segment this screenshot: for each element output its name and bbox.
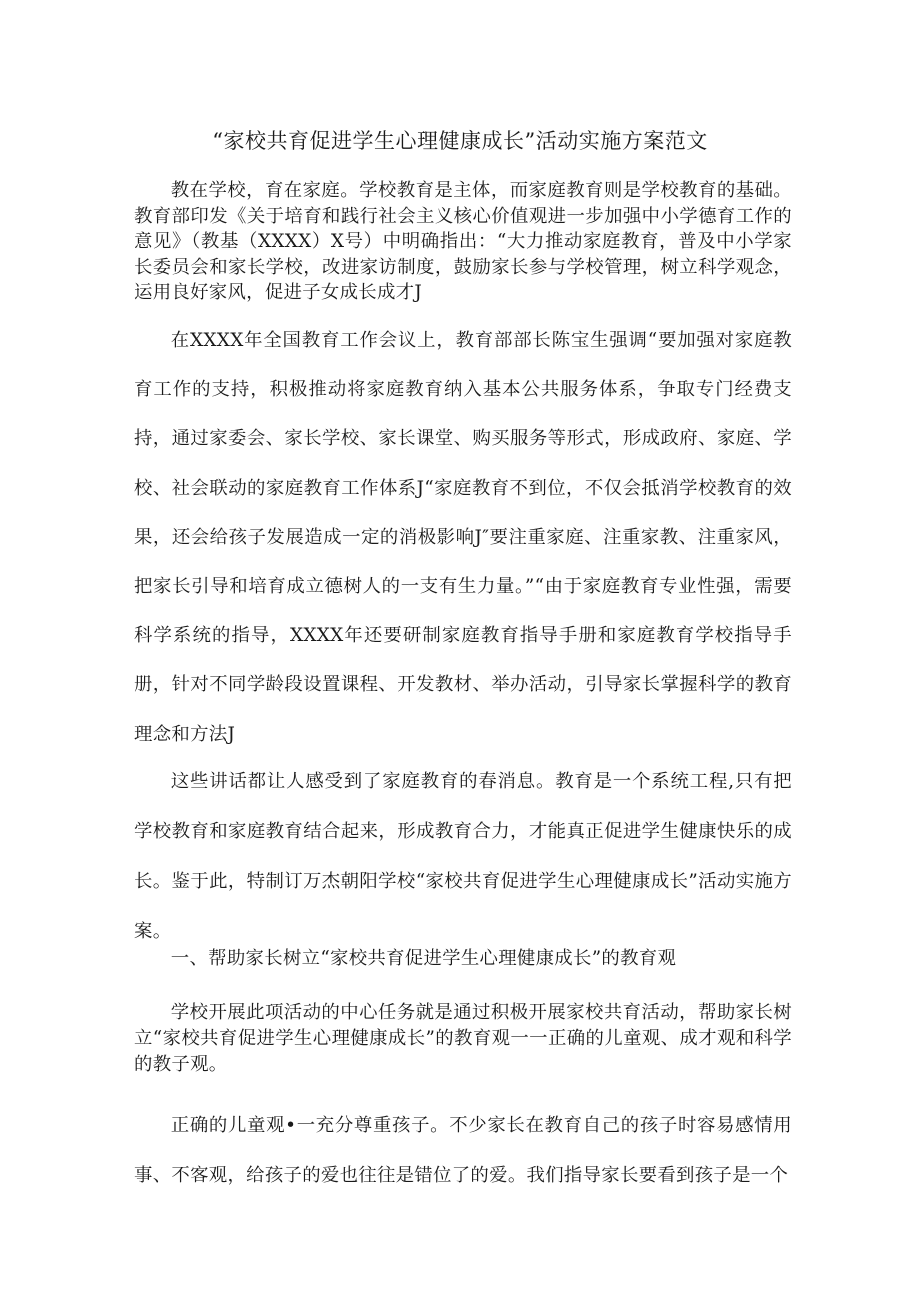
paragraph-conference: 在XXXX年全国教育工作会议上，教育部部长陈宝生强调“要加强对家庭教育工作的支持，积极推动将家庭教育纳入基本公共服务体系，争取专门经费支持，通过家委会、家长学校、家长课堂、购买服务等形式，形成政府、家庭、学校、社会联动的家庭教育工作体系J“家庭教育不到位，不仅会抵消学校教育的效果，还会给孩子发展造成一定的消极影响J″要注重家庭、注重家教、注重家风，把家长引导和培育成立德树人的一支有生力量。”“由于家庭教育专业性强，需要科学系统的指导，XXXX年还要研制家庭教育指导手册和家庭教育学校指导手册，针对不同学龄段设置课程、开发教材、举办活动，引导家长掌握科学的教育理念和方法J (134, 330, 792, 745)
paragraph-intro: 教在学校，育在家庭。学校教育是主体，而家庭教育则是学校教育的基础。教育部印发《关于培育和践行社会主义核心价值观进一步加强中小学德育工作的意见》（教基（XXXX）X号）中明确指出：“大力推动家庭教育，普及中小学家长委员会和家长学校，改进家访制度，鼓励家长参与学校管理，树立科学观念，运用良好家风，促进子女成长成才J (134, 180, 792, 304)
document-title: “家校共育促进学生心理健康成长”活动实施方案范文 (212, 129, 708, 153)
paragraph-central-task: 学校开展此项活动的中心任务就是通过积极开展家校共育活动，帮助家长树立“家校共育促进学生心理健康成长”的教育观一一正确的儿童观、成才观和科学的教子观。 (134, 1002, 792, 1075)
paragraph-system-project: 这些讲话都让人感受到了家庭教育的春消息。教育是一个系统工程,只有把学校教育和家庭教育结合起来，形成教育合力，才能真正促进学生健康快乐的成长。鉴于此，特制订万杰朝阳学校“家校共育促进学生心理健康成长”活动实施方案。 (134, 771, 792, 942)
section-heading-1: 一、帮助家长树立“家校共育促进学生心理健康成长”的教育观 (170, 948, 677, 969)
paragraph-child-view: 正确的儿童观•一充分尊重孩子。不少家长在教育自己的孩子时容易感情用事、不客观，给孩子的爱也往往是错位了的爱。我们指导家长要看到孩子是一个 (134, 1115, 792, 1186)
